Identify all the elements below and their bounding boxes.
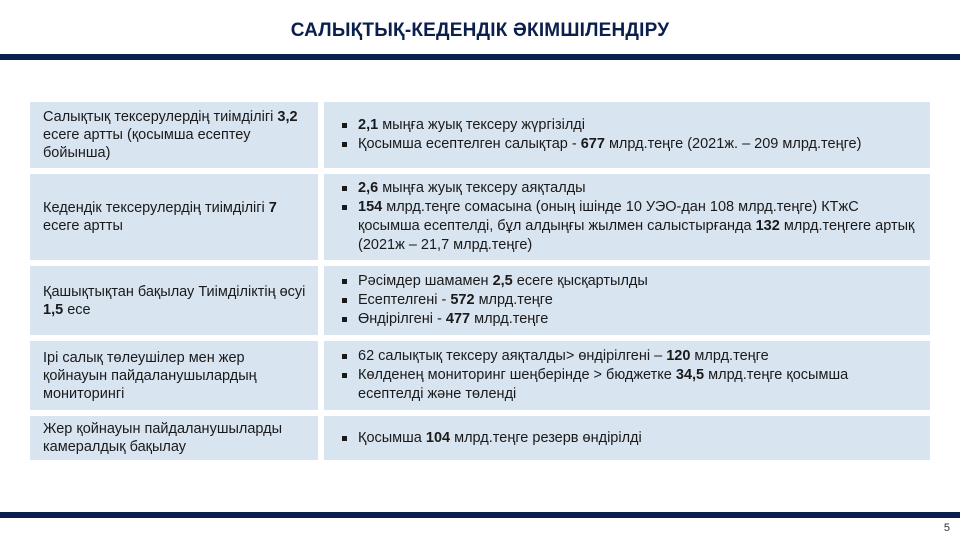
bold-figure: 7 [268,200,277,216]
bold-figure: 1,5 [43,301,64,318]
text-run: есеге артты (қосымша есептеу бойынша) [43,127,251,161]
text-run: Қашықтықтан бақылау Тиімділіктің өсуі [43,283,306,300]
bullet-item [340,291,648,310]
row-category-cell [30,266,318,335]
content-table [30,102,930,466]
table-row [30,266,930,335]
bottom-divider [0,512,960,518]
bullet-item [340,272,648,291]
bold-figure: 2,1 [358,117,379,133]
bold-figure: 572 [450,292,475,308]
row-bullet-list [340,179,916,255]
text-run: Рәсімдер шамамен [358,273,493,289]
table-row [30,416,930,460]
bold-figure: 34,5 [675,367,705,383]
text-run: Өндірілгені - [358,311,446,327]
row-details-cell [324,266,930,335]
bullet-item [340,429,642,448]
row-category-cell [30,102,318,168]
row-category-cell [30,416,318,460]
text-run: есеге артты [43,218,123,234]
row-bullet-list [340,116,861,154]
bold-figure: 132 [755,218,780,234]
bullet-item [340,310,648,329]
row-category-text [43,420,310,456]
bold-figure: 677 [580,136,605,152]
text-run: Кедендік тексерулердің тиімділігі [43,200,269,216]
bold-figure: 2,5 [492,273,513,289]
text-run: Қосымша есептелген салықтар - [358,136,581,152]
row-details-cell [324,416,930,460]
row-details-cell [324,174,930,260]
text-run: млрд.теңге [690,348,769,364]
text-run: млрд.теңге қосымша есептелді және төленді [358,367,849,402]
text-run: мыңға жуық тексеру аяқталды [378,180,586,196]
bullet-item [340,116,861,135]
row-bullet-list [340,429,642,448]
table-row [30,174,930,260]
row-bullet-list [340,272,648,329]
bold-figure: 104 [425,429,451,446]
text-run: Ірі салық төлеушілер мен жер қойнауын пайдаланушылардың мониторингі [43,349,257,402]
text-run: млрд.теңгеге артық (2021ж – 21,7 млрд.теңге) [358,218,915,253]
text-run: Қосымша [358,429,426,446]
bold-figure: 2,6 [358,180,379,196]
text-run: млрд.теңге (2021ж. – 209 млрд.теңге) [604,136,862,152]
row-details-cell [324,102,930,168]
row-details-cell [324,341,930,410]
text-run: 62 салықтық тексеру аяқталды> өндірілгені – [358,348,667,364]
top-divider [0,54,960,60]
bullet-item [340,366,916,404]
text-run: млрд.теңге сомасына (оның ішінде 10 УЭО-дан 108 млрд.теңге) КТжС қосымша есептелді, бұл алдыңғы жылмен салыстырғанда [358,199,859,234]
slide-title: САЛЫҚТЫҚ-КЕДЕНДІК ӘКІМШІЛЕНДІРУ [290,20,670,41]
row-category-text [43,349,310,403]
text-run: Жер қойнауын пайдаланушыларды камералдық бақылау [43,421,283,455]
bullet-item [340,347,916,366]
bullet-item [340,179,916,198]
bullet-item [340,198,916,255]
text-run: мыңға жуық тексеру жүргізілді [378,117,585,133]
bold-figure: 3,2 [277,109,298,125]
text-run: млрд.теңге [470,311,549,327]
text-run: Салықтық тексерулердің тиімділігі [43,109,278,125]
row-category-cell [30,174,318,260]
bold-figure: 154 [358,199,383,215]
row-category-text [43,283,310,319]
page-number: 5 [943,522,950,534]
row-category-cell [30,341,318,410]
row-bullet-list [340,347,916,404]
table-row [30,341,930,410]
text-run: Есептелгені - [358,292,451,308]
text-run: млрд.теңге [474,292,553,308]
text-run: есе [63,301,91,318]
row-category-text [43,108,310,162]
text-run: есеге қысқартылды [512,273,648,289]
row-category-text [43,199,310,235]
bold-figure: 477 [445,311,471,327]
text-run: Көлденең мониторинг шеңберінде > бюджетке [358,367,676,383]
table-row [30,102,930,168]
bullet-item [340,135,861,154]
text-run: млрд.теңге резерв өндірілді [450,429,642,446]
bold-figure: 120 [666,348,691,364]
